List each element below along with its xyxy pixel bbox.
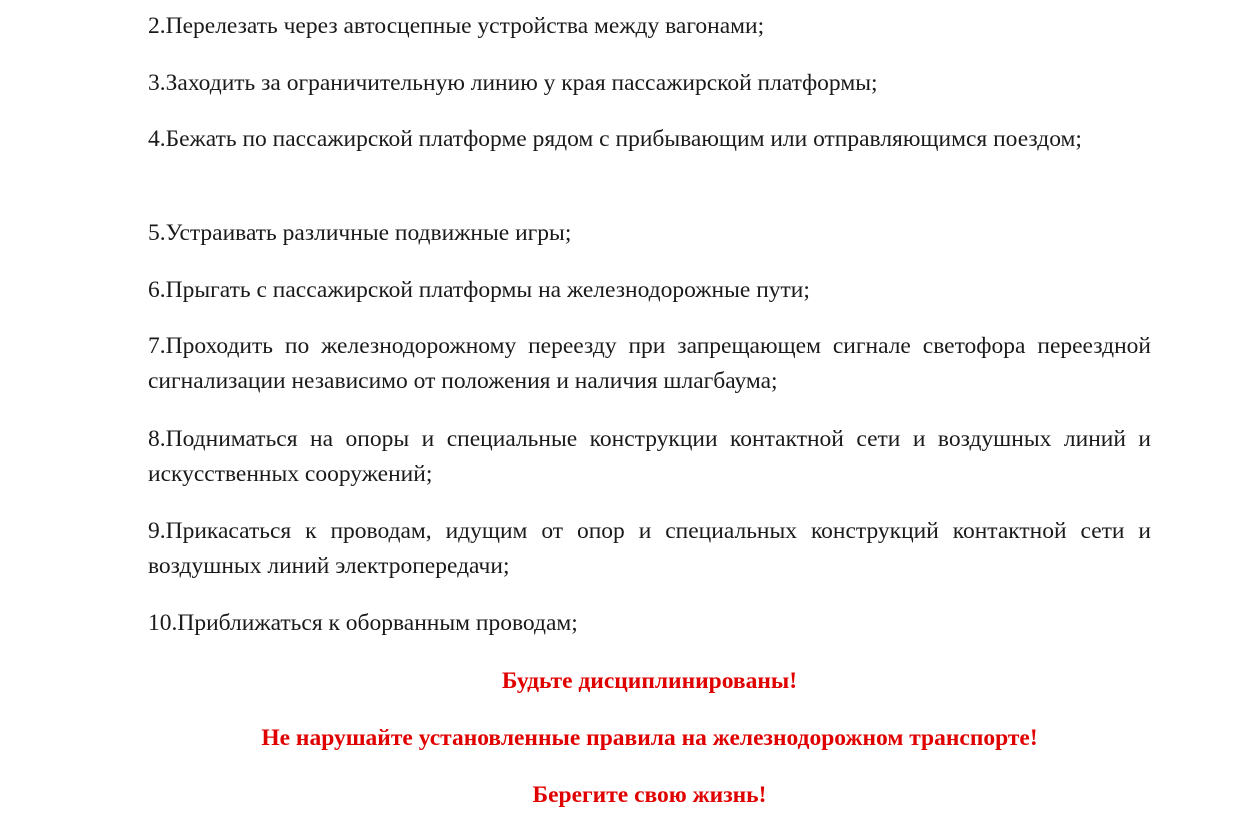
rule-item-9: 9.Прикасаться к проводам, идущим от опор и специальных конструкций контактной сети и воздушных линий электропередачи; [148,518,1151,579]
rule-item-8: 8.Подниматься на опоры и специальные конструкции контактной сети и воздушных линий и искусственных сооружений; [148,426,1151,487]
rule-item-4: 4.Бежать по пассажирской платформе рядом с прибывающим или отправляющимся поездом; [148,126,1082,152]
appeal-rules: Не нарушайте установленные правила на железнодорожном транспорте! [261,725,1038,751]
rule-item-5: 5.Устраивать различные подвижные игры; [148,220,572,246]
rule-item-7: 7.Проходить по железнодорожному переезду при запрещающем сигнале светофора переездной сигнализации независимо от положения и наличия шлагбаума; [148,333,1151,394]
rule-item-10: 10.Приближаться к оборванным проводам; [148,610,578,636]
rule-item-2: 2.Перелезать через автосцепные устройства между вагонами; [148,13,765,39]
rule-item-6: 6.Прыгать с пассажирской платформы на железнодорожные пути; [148,277,810,303]
appeal-discipline: Будьте дисциплинированы! [501,668,798,694]
rule-item-3: 3.Заходить за ограничительную линию у края пассажирской платформы; [148,70,878,96]
appeal-life: Берегите свою жизнь! [532,782,767,808]
